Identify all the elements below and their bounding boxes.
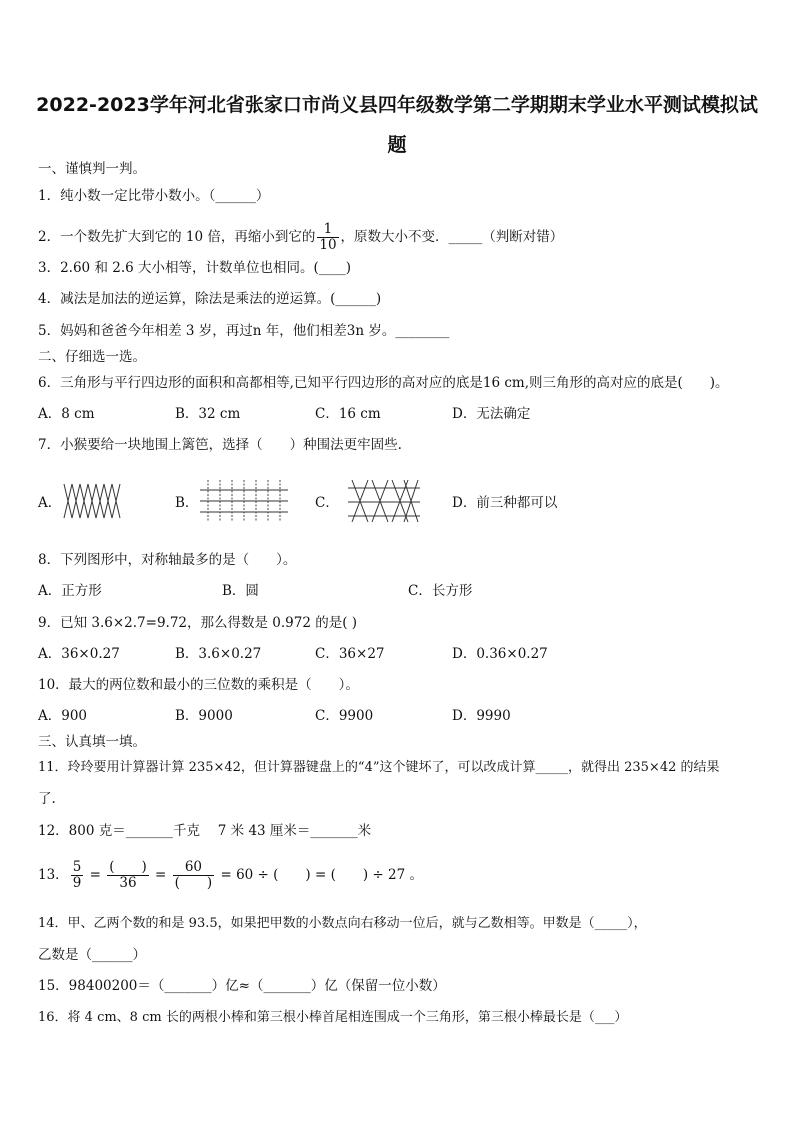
fraction-blank-36 bbox=[107, 860, 149, 891]
q9-option-d: D．0.36×0.27 bbox=[452, 646, 548, 662]
q6-option-b: B．32 cm bbox=[175, 406, 241, 422]
q8-option-c: C．长方形 bbox=[408, 583, 473, 599]
question-2 bbox=[38, 222, 563, 253]
question-13: 13． $\frac{5}{9}$ = $\frac{( )}{36}$ = $\frac{60}{( )}$ = 60 ÷ ( ) = ( ) ÷ 27 。 bbox=[38, 859, 423, 891]
q8-option-a: A．正方形 bbox=[38, 583, 102, 599]
question-4: 4．减法是加法的逆运算，除法是乘法的逆运算。(______) bbox=[38, 291, 382, 307]
q9-option-a: A．36×0.27 bbox=[38, 646, 120, 662]
page-title: 2022-2023学年河北省张家口市尚义县四年级数学第二学期期末学业水平测试模拟试 bbox=[36, 94, 758, 116]
question-8: 8．下列图形中，对称轴最多的是（ ）。 bbox=[38, 552, 297, 568]
question-11: 11．玲玲要用计算器计算 235×42，但计算器键盘上的“4”这个键坏了，可以改成计算_____，就得出 235×42 的结果 bbox=[38, 760, 720, 775]
fraction-denominator: ( ) bbox=[174, 875, 213, 891]
fraction-denominator: 36 bbox=[119, 875, 137, 891]
fence-grid-diagram bbox=[198, 478, 290, 524]
question-14-continued: 乙数是（______） bbox=[38, 947, 146, 963]
question-10: 10．最大的两位数和最小的三位数的乘积是（ ）。 bbox=[38, 677, 359, 693]
question-16: 16．将 4 cm、8 cm 长的两根小棒和第三根小棒首尾相连围成一个三角形，第三根小棒最长是（___） bbox=[38, 1010, 628, 1025]
section-heading-fill: 三、认真填一填。 bbox=[38, 734, 146, 750]
fraction-numerator: 60 bbox=[173, 860, 215, 876]
fraction-5-9 bbox=[71, 860, 84, 891]
fence-cross-diagram bbox=[346, 478, 422, 524]
question-12: 12．800 克＝_______千克 7 米 43 厘米＝_______米 bbox=[38, 823, 372, 839]
q9-option-c: C．36×27 bbox=[315, 646, 385, 662]
q10-option-d: D．9990 bbox=[452, 708, 511, 724]
question-14: 14．甲、乙两个数的和是 93.5，如果把甲数的小数点向右移动一位后，就与乙数相等。甲数是（_____）， bbox=[38, 916, 647, 931]
fraction-denominator: 9 bbox=[72, 875, 82, 891]
section-heading-judge: 一、谨慎判一判。 bbox=[38, 161, 146, 177]
q6-option-c: C．16 cm bbox=[315, 406, 381, 422]
question-5: 5．妈妈和爸爸今年相差 3 岁，再过n 年，他们相差3n 岁。________ bbox=[38, 323, 450, 339]
q10-option-c: C．9900 bbox=[315, 708, 374, 724]
question-15: 15．98400200＝（_______）亿≈（_______）亿（保留一位小数） bbox=[38, 978, 446, 994]
fraction-denominator: 10 bbox=[319, 237, 337, 253]
fraction-one-tenth bbox=[317, 222, 338, 253]
fraction-numerator: 1 bbox=[317, 222, 338, 238]
fence-zigzag-diagram bbox=[62, 480, 126, 522]
page-title-continued: 题 bbox=[387, 134, 407, 156]
q6-option-d: D．无法确定 bbox=[452, 406, 531, 422]
q9-option-b: B．3.6×0.27 bbox=[175, 646, 262, 662]
fraction-numerator: ( ) bbox=[109, 859, 147, 875]
question-9: 9．已知 3.6×2.7=9.72，那么得数是 0.972 的是( ) bbox=[38, 615, 358, 631]
q10-option-b: B．9000 bbox=[175, 708, 233, 724]
fraction-numerator: 5 bbox=[72, 859, 82, 875]
q7-option-a: A． bbox=[38, 495, 62, 511]
q7-option-c: C． bbox=[315, 495, 339, 511]
question-13-tail: = 60 ÷ ( ) = ( ) ÷ 27 。 bbox=[220, 867, 423, 883]
question-7: 7．小猴要给一块地围上篱笆，选择（ ）种围法更牢固些. bbox=[38, 437, 402, 453]
question-13-label: 13． bbox=[38, 867, 69, 883]
question-11-continued: 了. bbox=[38, 791, 56, 807]
q6-option-a: A．8 cm bbox=[38, 406, 95, 422]
q7-option-d: D．前三种都可以 bbox=[452, 495, 558, 511]
question-2-text: 2．一个数先扩大到它的 10 倍，再缩小到它的 bbox=[38, 229, 316, 245]
q7-option-b: B． bbox=[175, 495, 199, 511]
section-heading-choose: 二、仔细选一选。 bbox=[38, 349, 146, 365]
q10-option-a: A．900 bbox=[38, 708, 88, 724]
fraction-60-blank bbox=[173, 860, 215, 891]
q8-option-b: B．圆 bbox=[222, 583, 259, 599]
question-2-tail: ，原数大小不变．_____（判断对错） bbox=[340, 229, 564, 245]
question-1: 1．纯小数一定比带小数小。（______） bbox=[38, 188, 270, 204]
question-3: 3．2.60 和 2.6 大小相等，计数单位也相同。(____) bbox=[38, 260, 352, 276]
question-6: 6．三角形与平行四边形的面积和高都相等,已知平行四边形的高对应的底是16 cm,则三角形的高对应的底是( )。 bbox=[38, 375, 729, 391]
